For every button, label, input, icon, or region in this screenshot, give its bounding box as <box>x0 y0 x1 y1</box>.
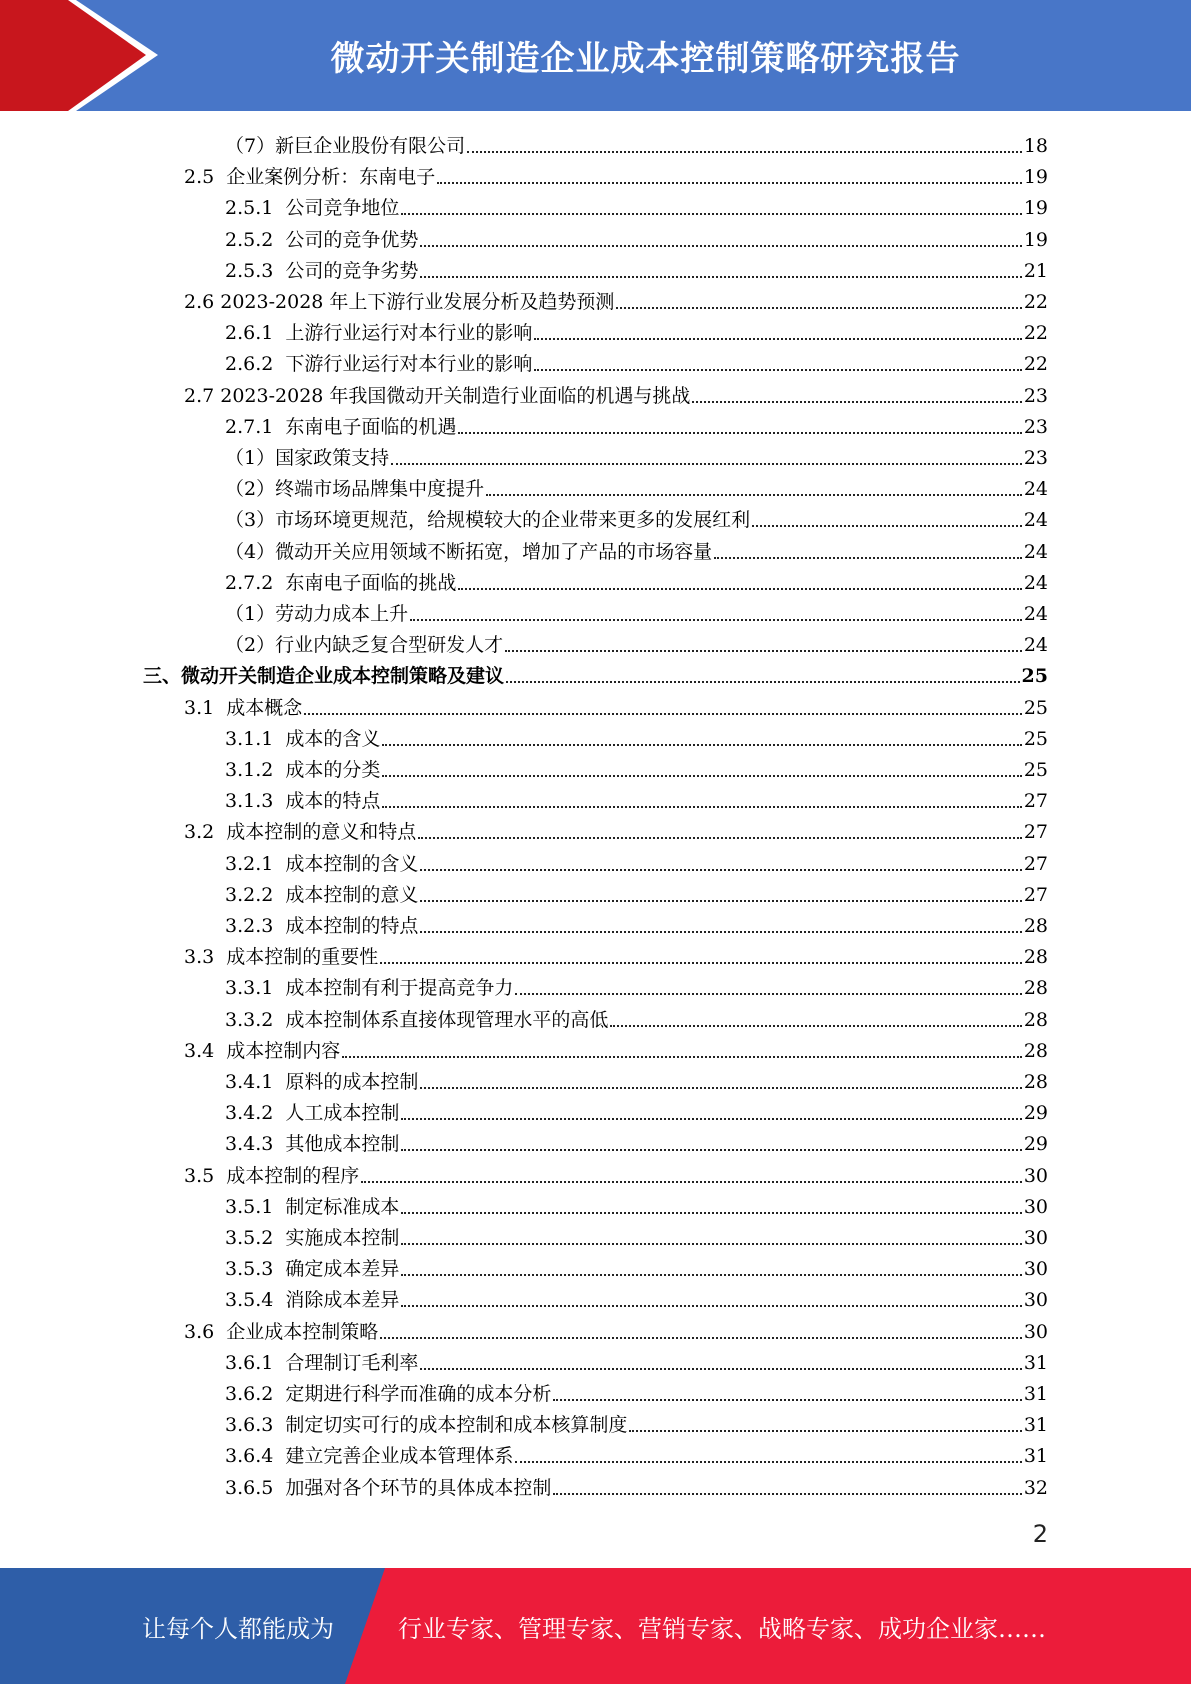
toc-entry-page: 29 <box>1023 1102 1048 1125</box>
toc-entry[interactable] <box>225 1437 1048 1468</box>
toc-entry-number: 3.1.2 <box>225 759 274 781</box>
toc-entry-title: 制定切实可行的成本控制和成本核算制度 <box>285 1414 628 1437</box>
toc-entry-title: 成本的含义 <box>285 727 381 750</box>
toc-entry-label <box>225 1008 608 1032</box>
toc-entry-title: 成本控制的特点 <box>285 915 419 937</box>
toc-entry-title: 下游行业运行对本行业的影响 <box>285 353 533 376</box>
toc-entry[interactable] <box>225 1094 1048 1125</box>
toc-entry-title: 东南电子面临的机遇 <box>285 415 457 438</box>
toc-entry-title: 2.6 2023-2028 年上下游行业发展分析及趋势预测 <box>184 291 615 313</box>
toc-leader-dots <box>401 1118 1021 1120</box>
toc-leader-dots <box>401 1212 1021 1214</box>
toc-leader-dots <box>401 1243 1021 1245</box>
toc-entry-title: 上游行业运行对本行业的影响 <box>285 322 533 345</box>
toc-leader-dots <box>515 993 1021 995</box>
toc-leader-dots <box>401 1149 1021 1151</box>
toc-leader-dots <box>486 494 1022 496</box>
toc-entry-page: 23 <box>1023 415 1048 438</box>
toc-entry[interactable] <box>225 907 1048 938</box>
toc-entry-label <box>225 1195 399 1219</box>
toc-entry-page: 23 <box>1023 384 1048 407</box>
toc-leader-dots <box>714 557 1022 559</box>
toc-leader-dots <box>420 245 1021 247</box>
toc-entry-number: 3.1.3 <box>225 790 274 813</box>
toc-entry-page: 30 <box>1023 1164 1048 1187</box>
toc-entry-label <box>225 540 712 564</box>
toc-entry-title: 加强对各个环节的具体成本控制 <box>285 1476 552 1499</box>
toc-entry-title: 消除成本差异 <box>285 1289 400 1312</box>
toc-entry[interactable] <box>225 1219 1048 1250</box>
toc-entry-label <box>184 165 435 189</box>
toc-entry-page: 28 <box>1023 1071 1048 1093</box>
toc-entry-title: 企业成本控制策略 <box>226 1320 379 1343</box>
toc-entry-number: 2.7.2 <box>225 571 274 594</box>
page-footer <box>0 1568 1191 1684</box>
toc-entry-page: 24 <box>1023 603 1048 625</box>
toc-entry[interactable] <box>184 813 1048 844</box>
toc-entry-page: 30 <box>1023 1289 1048 1312</box>
toc-entry[interactable] <box>225 408 1048 439</box>
toc-entry-title: 人工成本控制 <box>285 1102 400 1125</box>
toc-leader-dots <box>380 962 1022 964</box>
toc-entry-page: 30 <box>1023 1227 1048 1249</box>
toc-entry-label <box>225 1476 551 1500</box>
toc-entry-page: 19 <box>1023 166 1048 189</box>
toc-entry-number: 3.5.1 <box>225 1195 274 1218</box>
toc-entry-number: 2.5 <box>184 166 215 189</box>
toc-leader-dots <box>420 931 1021 933</box>
toc-entry-title: （1）国家政策支持 <box>225 447 390 469</box>
toc-entry-label <box>225 914 418 938</box>
toc-leader-dots <box>553 1493 1021 1495</box>
toc-entry[interactable] <box>225 314 1048 345</box>
toc-entry-page: 28 <box>1023 915 1048 937</box>
toc-entry-page: 18 <box>1023 135 1048 157</box>
toc-leader-dots <box>382 775 1021 777</box>
toc-entry-number: 3.4.2 <box>225 1102 274 1125</box>
toc-entry-title: 成本控制有利于提高竞争力 <box>285 977 514 1000</box>
toc-entry[interactable] <box>225 127 1048 158</box>
toc-entry-label <box>225 1132 399 1156</box>
toc-entry-number: 2.5.1 <box>225 197 274 220</box>
toc-entry-title: 成本概念 <box>226 696 303 719</box>
toc-entry-title: 公司的竞争劣势 <box>285 259 419 282</box>
toc-entry-title: 原料的成本控制 <box>285 1071 419 1093</box>
toc-entry-number: 3.6.1 <box>225 1351 274 1374</box>
toc-entry-title: 实施成本控制 <box>285 1227 400 1249</box>
footer-slogan-right: 行业专家、管理专家、营销专家、战略专家、成功企业家…… <box>398 1614 1046 1643</box>
toc-leader-dots <box>382 806 1021 808</box>
toc-entry-title: （1）劳动力成本上升 <box>225 603 409 625</box>
toc-entry-label <box>184 384 690 408</box>
toc-leader-dots <box>418 837 1022 839</box>
toc-entry-page: 28 <box>1023 1039 1048 1062</box>
toc-entry[interactable] <box>225 1281 1048 1312</box>
toc-entry-page: 25 <box>1023 727 1048 750</box>
toc-entry[interactable] <box>225 221 1048 252</box>
toc-entry-label <box>225 852 418 876</box>
toc-entry[interactable] <box>225 969 1048 1000</box>
footer-slogan-left: 让每个人都能成为 <box>142 1614 334 1643</box>
toc-entry-title: 成本控制的含义 <box>285 852 419 875</box>
toc-entry-label <box>225 571 456 595</box>
toc-entry-label <box>225 1382 551 1406</box>
toc-entry-number: 3.5.2 <box>225 1227 274 1249</box>
toc-entry[interactable] <box>225 595 1048 626</box>
toc-leader-dots <box>534 369 1021 371</box>
toc-entry-title: 企业案例分析：东南电子 <box>226 166 436 189</box>
toc-entry-page: 24 <box>1023 540 1048 563</box>
toc-entry-number: 3.6.2 <box>225 1383 274 1405</box>
toc-entry-page: 25 <box>1023 696 1048 719</box>
toc-entry[interactable] <box>225 1125 1048 1156</box>
toc-entry-title: （2）终端市场品牌集中度提升 <box>225 478 485 501</box>
toc-entry-title: 其他成本控制 <box>285 1133 400 1156</box>
toc-entry-page: 31 <box>1023 1383 1048 1405</box>
toc-leader-dots <box>616 307 1021 309</box>
toc-entry-number: 3.2.1 <box>225 852 274 875</box>
toc-entry-page: 21 <box>1023 259 1048 282</box>
toc-entry-page: 24 <box>1023 509 1048 532</box>
toc-entry-title: 东南电子面临的挑战 <box>285 571 457 594</box>
toc-entry-page: 22 <box>1023 291 1048 313</box>
toc-leader-dots <box>420 276 1021 278</box>
toc-entry-number: 3.2 <box>184 821 215 844</box>
toc-entry-page: 23 <box>1023 447 1048 469</box>
toc-leader-dots <box>420 869 1021 871</box>
toc-entry-page: 27 <box>1023 852 1048 875</box>
toc-leader-dots <box>629 1430 1021 1432</box>
toc-entry-label <box>225 602 408 626</box>
toc-entry[interactable] <box>143 657 1048 688</box>
toc-entry-label <box>225 1413 627 1437</box>
toc-entry-number: 3.4.3 <box>225 1133 274 1156</box>
toc-entry-number: 3.2.2 <box>225 883 274 906</box>
toc-entry-number: 3.3.2 <box>225 1008 274 1031</box>
toc-leader-dots <box>304 713 1022 715</box>
toc-entry-label <box>225 259 418 283</box>
toc-entry-page: 32 <box>1023 1476 1048 1499</box>
toc-entry-number: 2.5.3 <box>225 259 274 282</box>
toc-entry-page: 24 <box>1023 571 1048 594</box>
toc-entry-label <box>225 727 380 751</box>
toc-entry-label <box>184 696 302 720</box>
toc-entry-title: 成本控制的意义 <box>285 883 419 906</box>
toc-entry-label <box>225 758 380 782</box>
toc-entry-label <box>184 945 378 969</box>
toc-entry-title: （3）市场环境更规范，给规模较大的企业带来更多的发展红利 <box>225 509 751 532</box>
toc-entry-number: 3.1 <box>184 696 215 719</box>
toc-leader-dots <box>553 1399 1021 1401</box>
toc-entry-page: 22 <box>1023 353 1048 376</box>
toc-entry[interactable] <box>225 564 1048 595</box>
toc-entry-number: 3.3 <box>184 946 215 969</box>
toc-entry-number: 2.6.1 <box>225 322 274 345</box>
toc-entry-title: 建立完善企业成本管理体系 <box>285 1445 514 1468</box>
toc-leader-dots <box>401 213 1021 215</box>
toc-entry[interactable] <box>225 439 1048 470</box>
toc-entry-page: 19 <box>1023 228 1048 251</box>
toc-entry-page: 24 <box>1023 478 1048 501</box>
toc-entry-title: （2）行业内缺乏复合型研发人才 <box>225 634 504 657</box>
toc-entry-page: 27 <box>1023 821 1048 844</box>
toc-leader-dots <box>420 900 1021 902</box>
toc-leader-dots <box>752 525 1022 527</box>
toc-entry[interactable] <box>225 345 1048 376</box>
toc-entry[interactable] <box>225 470 1048 501</box>
toc-entry-label <box>143 664 504 688</box>
toc-entry-page: 28 <box>1023 946 1048 969</box>
toc-entry-number: 3.6.3 <box>225 1414 274 1437</box>
toc-leader-dots <box>380 1337 1022 1339</box>
toc-entry-label <box>225 1288 399 1312</box>
toc-entry-page: 27 <box>1023 790 1048 813</box>
toc-entry-label <box>225 228 418 252</box>
toc-entry-number: 3.1.1 <box>225 727 274 750</box>
toc-entry-number: 3.5.3 <box>225 1258 274 1281</box>
toc-leader-dots <box>420 1368 1021 1370</box>
toc-entry-title: （4）微动开关应用领域不断拓宽，增加了产品的市场容量 <box>225 540 713 563</box>
toc-leader-dots <box>692 401 1021 403</box>
toc-entry-label <box>225 883 418 907</box>
toc-entry[interactable] <box>225 626 1048 657</box>
toc-leader-dots <box>458 588 1021 590</box>
toc-entry-title: 确定成本差异 <box>285 1258 400 1281</box>
toc-entry[interactable] <box>225 533 1048 564</box>
toc-entry-title: 公司的竞争优势 <box>285 228 419 251</box>
toc-entry[interactable] <box>184 1032 1048 1063</box>
toc-entry-number: 3.3.1 <box>225 977 274 1000</box>
toc-entry-number: 3.5 <box>184 1164 215 1187</box>
page-number: 2 <box>1032 1520 1048 1548</box>
toc-entry-title: 制定标准成本 <box>285 1195 400 1218</box>
toc-entry-title: 成本控制的重要性 <box>226 946 379 969</box>
toc-entry[interactable] <box>225 1375 1048 1406</box>
toc-entry-number: 3.5.4 <box>225 1289 274 1312</box>
toc-entry-page: 24 <box>1023 634 1048 657</box>
toc-entry-page: 31 <box>1023 1351 1048 1374</box>
toc-entry-number: 3.4 <box>184 1039 215 1062</box>
toc-entry[interactable] <box>225 1250 1048 1281</box>
toc-entry-number: 2.5.2 <box>225 228 274 251</box>
toc-entry-label <box>225 1444 513 1468</box>
toc-entry-label <box>184 1320 378 1344</box>
toc-entry-page: 28 <box>1023 977 1048 1000</box>
toc-entry[interactable] <box>225 1406 1048 1437</box>
toc-entry-label <box>225 1101 399 1125</box>
toc-entry-number: 3.2.3 <box>225 915 274 937</box>
page-header <box>0 0 1191 111</box>
toc-leader-dots <box>361 1181 1022 1183</box>
toc-leader-dots <box>515 1461 1021 1463</box>
toc-entry-page: 22 <box>1023 322 1048 345</box>
toc-entry-title: 成本控制的意义和特点 <box>226 821 417 844</box>
toc-leader-dots <box>410 619 1022 621</box>
toc-entry-title: （7）新巨企业股份有限公司 <box>225 135 466 157</box>
toc-entry[interactable] <box>225 1063 1048 1094</box>
toc-entry-title: 2.7 2023-2028 年我国微动开关制造行业面临的机遇与挑战 <box>184 384 691 407</box>
toc-entry-page: 31 <box>1023 1414 1048 1437</box>
toc-entry[interactable] <box>184 938 1048 969</box>
toc-entry-number: 3.6 <box>184 1320 215 1343</box>
toc-entry-label <box>225 477 484 501</box>
toc-entry[interactable] <box>184 283 1048 314</box>
toc-entry[interactable] <box>225 189 1048 220</box>
toc-entry-label <box>225 789 380 813</box>
toc-entry[interactable] <box>225 720 1048 751</box>
toc-entry-page: 30 <box>1023 1195 1048 1218</box>
toc-entry-label <box>225 321 532 345</box>
toc-entry-page: 31 <box>1023 1445 1048 1468</box>
toc-entry-title: 合理制订毛利率 <box>285 1351 419 1374</box>
toc-entry-number: 2.7.1 <box>225 415 274 438</box>
toc-entry[interactable] <box>225 1188 1048 1219</box>
toc-entry[interactable] <box>225 1344 1048 1375</box>
toc-entry-title: 成本控制的程序 <box>226 1164 360 1187</box>
toc-entry-label <box>225 633 503 657</box>
toc-leader-dots <box>506 681 1020 683</box>
toc-entry[interactable] <box>225 782 1048 813</box>
toc-entry[interactable] <box>225 501 1048 532</box>
toc-entry-label <box>225 1351 418 1375</box>
toc-entry-page: 25 <box>1021 665 1048 688</box>
toc-leader-dots <box>534 338 1021 340</box>
toc-entry-page: 30 <box>1023 1320 1048 1343</box>
toc-leader-dots <box>382 744 1021 746</box>
toc-entry[interactable] <box>225 845 1048 876</box>
toc-entry-title: 成本的分类 <box>285 759 381 781</box>
toc-entry[interactable] <box>184 377 1048 408</box>
toc-leader-dots <box>505 650 1022 652</box>
toc-entry-label <box>184 290 614 314</box>
toc-entry-label <box>225 415 456 439</box>
toc-entry-label <box>225 1257 399 1281</box>
toc-entry-title: 成本控制体系直接体现管理水平的高低 <box>285 1008 609 1031</box>
toc-entry-page: 25 <box>1023 759 1048 781</box>
toc-entry-title: 三、微动开关制造企业成本控制策略及建议 <box>143 665 505 688</box>
toc-leader-dots <box>401 1305 1021 1307</box>
toc-entry-label <box>225 1226 399 1250</box>
toc-entry-number: 3.6.5 <box>225 1476 274 1499</box>
toc-entry-label <box>184 1164 359 1188</box>
toc-entry[interactable] <box>184 158 1048 189</box>
toc-entry-page: 28 <box>1023 1008 1048 1031</box>
toc-leader-dots <box>420 1087 1021 1089</box>
toc-leader-dots <box>610 1025 1021 1027</box>
toc-entry-label <box>225 446 389 470</box>
toc-entry[interactable] <box>225 1001 1048 1032</box>
toc-entry[interactable] <box>225 1469 1048 1500</box>
toc-entry-title: 定期进行科学而准确的成本分析 <box>285 1383 552 1405</box>
toc-entry[interactable] <box>184 1157 1048 1188</box>
toc-entry-label <box>225 1070 418 1094</box>
toc-entry-number: 2.6.2 <box>225 353 274 376</box>
toc-entry-title: 成本的特点 <box>285 790 381 813</box>
toc-entry[interactable] <box>184 689 1048 720</box>
toc-entry[interactable] <box>225 751 1048 782</box>
toc-entry-label <box>225 196 399 220</box>
toc-entry[interactable] <box>184 1313 1048 1344</box>
toc-leader-dots <box>437 182 1022 184</box>
report-title: 微动开关制造企业成本控制策略研究报告 <box>330 39 961 79</box>
toc-entry-label <box>184 1039 340 1063</box>
toc-entry-page: 30 <box>1023 1258 1048 1281</box>
toc-entry-number: 3.4.1 <box>225 1071 274 1093</box>
toc-entry-label <box>225 352 532 376</box>
toc-entry-title: 公司竞争地位 <box>285 197 400 220</box>
toc-entry-label <box>225 134 465 158</box>
toc-leader-dots <box>391 463 1022 465</box>
toc-entry-page: 19 <box>1023 197 1048 220</box>
toc-leader-dots <box>458 432 1021 434</box>
toc-entry[interactable] <box>225 252 1048 283</box>
toc-leader-dots <box>467 151 1022 153</box>
toc-leader-dots <box>342 1056 1022 1058</box>
toc-leader-dots <box>401 1274 1021 1276</box>
toc-entry-label <box>184 820 416 844</box>
toc-entry-page: 29 <box>1023 1133 1048 1156</box>
toc-entry[interactable] <box>225 876 1048 907</box>
toc-entry-title: 成本控制内容 <box>226 1039 341 1062</box>
toc-entry-label <box>225 976 513 1000</box>
toc-entry-page: 27 <box>1023 883 1048 906</box>
toc-entry-number: 3.6.4 <box>225 1445 274 1468</box>
toc-entry-label <box>225 508 750 532</box>
